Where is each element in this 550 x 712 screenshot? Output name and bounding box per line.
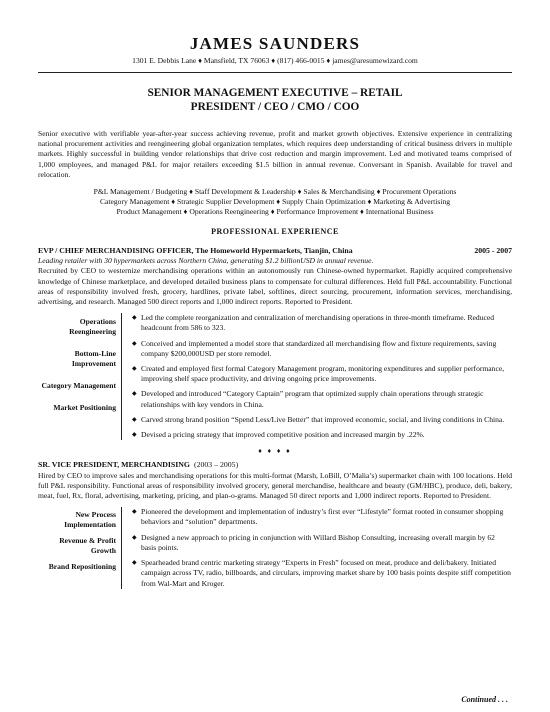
bullet-icon: ◆: [132, 315, 137, 322]
achievement-labels: [38, 507, 122, 588]
achievement-label: New Process Implementation: [64, 510, 116, 530]
job-heading: [38, 246, 512, 257]
achievement-label: Brand Repositioning: [48, 562, 116, 572]
core-competencies: [38, 187, 512, 218]
job-entry: [38, 460, 512, 589]
competency-line: Category Management ♦ Strategic Supplier Development ♦ Supply Chain Optimization ♦ Marketing & Advertising: [99, 197, 451, 207]
achievement-label: Operations Reengineering: [69, 317, 116, 337]
competency-line: Product Management ♦ Operations Reengineering ♦ Performance Improvement ♦ International Business: [116, 207, 434, 217]
achievement-label: Bottom-Line Improvement: [71, 349, 116, 369]
competency-line: P&L Management / Budgeting ♦ Staff Development & Leadership ♦ Sales & Merchandising ♦ Procurement Operations: [93, 187, 457, 197]
job-heading: [38, 460, 512, 471]
headline-title: SENIOR MANAGEMENT EXECUTIVE – RETAIL: [147, 87, 403, 99]
bullet-icon: ◆: [132, 391, 137, 398]
bullet-icon: ◆: [132, 534, 137, 541]
bullet-icon: ◆: [132, 340, 137, 347]
list-item: ◆ Created and employed first formal Category Management program, monitoring expenditures and supplier performance, improving shelf space productivity, and driving ongoing price improvements.: [132, 363, 505, 384]
achievements-block: [38, 507, 512, 588]
list-item: ◆ Devised a pricing strategy that improved competitive position and increased margin by .22%.: [132, 429, 425, 439]
bullet-icon: ◆: [132, 416, 137, 423]
job-description: Hired by CEO to improve sales and merchandising operations for this multi-format (Marsh, LoBill, O’Malia’s) supermarket chain with 100 locations. Held full P&L responsibility. Functional areas of responsibility involved grocery, general merchandise, healthcare and beauty (GM/HBC), produce, deli, bakery, meat, fuel, Rx, floral, advertising, marketing, pricing, and plan-o-grams. Managed 50 direct reports and 1,000 indirect reports. Reported to President.: [38, 470, 512, 501]
company-tagline: Leading retailer with 30 hypermarkets across Northern China, generating $1.2 billionUSD in annual revenue.: [38, 256, 374, 266]
list-item: ◆ Conceived and implemented a model store that standardized all merchandising flow and fixture requirements, saving company $200,000USD per store remodel.: [132, 338, 497, 358]
achievement-list: [122, 313, 512, 440]
achievement-label: Market Positioning: [53, 403, 116, 413]
job-dates: (2003 – 2005): [194, 460, 239, 470]
job-title: SR. VICE PRESIDENT, MERCHANDISING: [38, 460, 190, 470]
job-dates: 2005 - 2007: [474, 245, 512, 255]
bullet-icon: ◆: [132, 560, 137, 567]
section-divider: ♦ ♦ ♦ ♦: [258, 447, 292, 456]
achievement-list: [122, 507, 512, 588]
achievement-label: Category Management: [41, 381, 116, 391]
continued-note: Continued . . .: [461, 695, 508, 704]
job-entry: [38, 246, 512, 441]
bullet-icon: ◆: [132, 431, 137, 438]
list-item: ◆ Carved strong brand position “Spend Less/Live Better” that improved economic, social, and living conditions in China.: [132, 414, 505, 424]
list-item: ◆ Led the complete reorganization and centralization of merchandising operations in three-month timeframe. Reduced headcount from 586 to 323.: [132, 313, 495, 333]
contact-line: 1301 E. Debbis Lane ♦ Mansfield, TX 76063 ♦ (817) 466-0015 ♦ james@aresumewizard.com: [132, 56, 418, 65]
achievements-block: [38, 313, 512, 440]
header-divider: [38, 72, 512, 73]
list-item: ◆ Developed and introduced “Category Captain” program that optimized supply chain operations through strategic relationships with key vendors in China.: [132, 389, 484, 409]
candidate-name: JAMES SAUNDERS: [189, 34, 361, 53]
executive-summary: Senior executive with verifiable year-after-year success achieving revenue, profit and market growth objectives. Extensive experience in centralizing national procurement activities and reengineering global organization templates, which requires deep understanding of critical business drivers in multiple markets. Highly successful in building vendor relationships that drive cost reduction and margin improvement. Led and motivated teams comprised of 1,000 employees, and managed P&L for major retailers exceeding $1.5 billion in annual revenue. Conversant in Spanish. Available for travel and relocation.: [38, 129, 512, 179]
job-description: Recruited by CEO to westernize merchandising operations within an autonomously run Chinese-owned hypermarket. Rapidly acquired comprehensive knowledge of Chinese marketplace, and developed detailed business plans to compensate for cultural differences. Held full P&L accountability. Functional areas of responsibility involved fresh, grocery, hardlines, private label, softlines, direct sourcing, procurement, information services, merchandising, advertising, and research. Managed 500 direct reports and 1,000 indirect reports. Reported to President.: [38, 266, 512, 306]
experience-section-title: PROFESSIONAL EXPERIENCE: [211, 226, 339, 236]
achievement-label: Revenue & Profit Growth: [59, 536, 116, 556]
job-title: EVP / CHIEF MERCHANDISING OFFICER, The Homeworld Hypermarkets, Tianjin, China: [38, 245, 353, 255]
headline-roles: PRESIDENT / CEO / CMO / COO: [190, 101, 360, 113]
bullet-icon: ◆: [132, 365, 137, 372]
list-item: ◆ Pioneered the development and implementation of industry’s first ever “Lifestyle” format rooted in consumer shopping behaviors and “solution” departments.: [132, 507, 504, 527]
bullet-icon: ◆: [132, 509, 137, 516]
list-item: ◆ Spearheaded brand centric marketing strategy “Experts in Fresh” focused on meat, produce and deli/bakery. Initiated campaign across TV, radio, billboards, and circulars, improving market share by 100 basis points despite stiff competition from Wal-Mart and Kroger.: [132, 558, 511, 588]
list-item: ◆ Designed a new approach to pricing in conjunction with Willard Bishop Consulting, increasing overall margin by 62 basis points.: [132, 532, 495, 552]
achievement-labels: [38, 313, 122, 440]
